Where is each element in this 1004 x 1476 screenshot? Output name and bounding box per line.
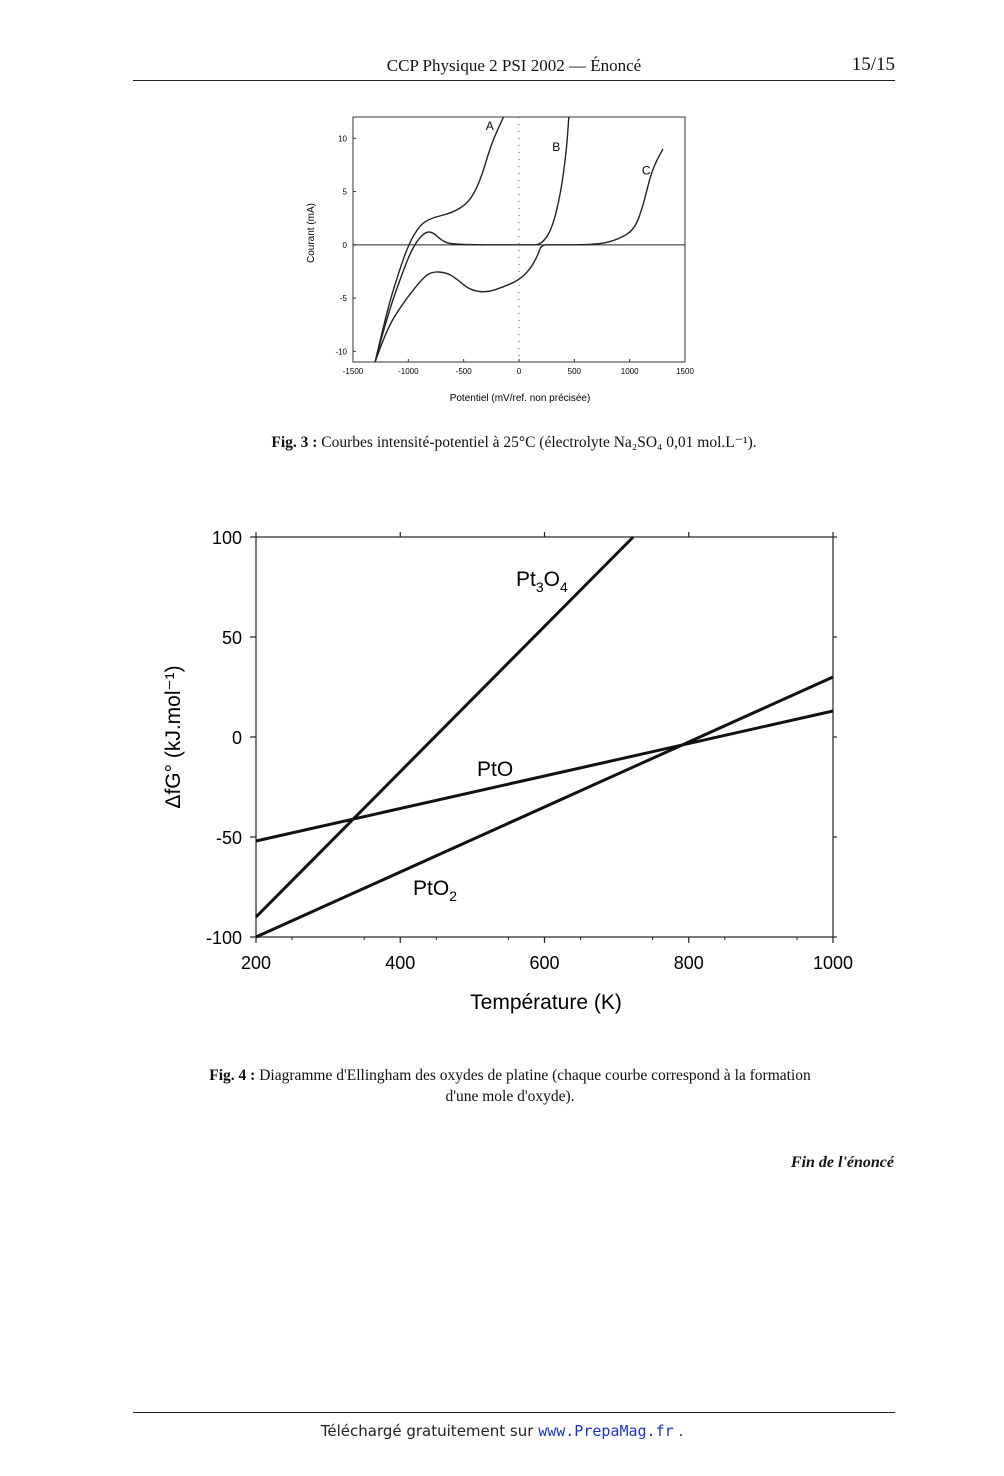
footer bbox=[0, 1422, 1004, 1440]
fig3-label-A: A bbox=[485, 118, 494, 133]
fig4-ytick-label: 50 bbox=[221, 628, 242, 648]
fig3-caption-text: Courbes intensité-potentiel à 25°C (électrolyte Na₂SO₄ 0,01 mol.L⁻¹). bbox=[321, 434, 757, 451]
fig4-ylabel: ΔfG° (kJ.mol⁻¹) bbox=[162, 665, 185, 809]
fig4-chart bbox=[150, 520, 870, 1030]
footer-text: Téléchargé gratuitement sur bbox=[320, 1422, 534, 1440]
fig3-ytick-label: -10 bbox=[335, 347, 347, 357]
fig3-ytick-label: 0 bbox=[342, 240, 347, 250]
fig4-caption-line1: Diagramme d'Ellingham des oxydes de platine (chaque courbe correspond à la formation bbox=[259, 1067, 811, 1084]
fig3-xtick-label: -1000 bbox=[398, 367, 419, 376]
fig3-ylabel: Courant (mA) bbox=[306, 202, 317, 264]
fig4-ytick-label: -100 bbox=[205, 928, 242, 948]
fig3-label-C: C bbox=[641, 163, 651, 178]
fig3-label-B: B bbox=[552, 140, 561, 155]
fig4-label-pto: PtO bbox=[477, 758, 514, 781]
fig3-xtick-label: -500 bbox=[455, 367, 472, 376]
footer-suffix: . bbox=[678, 1422, 684, 1440]
header-title: CCP Physique 2 PSI 2002 — Énoncé bbox=[386, 56, 642, 75]
fig4-label-pt3o4: $Pt_3O_4$ bbox=[516, 568, 568, 595]
fig4-caption-line2: d'une mole d'oxyde). bbox=[445, 1088, 575, 1105]
fig3-plot-frame bbox=[353, 117, 685, 362]
footer-link[interactable]: www.PrepaMag.fr bbox=[538, 1422, 674, 1440]
fig3-ytick-label: -5 bbox=[339, 294, 347, 304]
fig4-xlabel: Température (K) bbox=[470, 991, 622, 1014]
fig4-xtick-label: 800 bbox=[673, 953, 704, 973]
fig3-curve-B bbox=[375, 117, 569, 362]
end-note: Fin de l'énoncé bbox=[790, 1154, 894, 1171]
fig3-caption bbox=[133, 432, 895, 453]
fig3-xtick-label: 500 bbox=[567, 367, 582, 376]
fig3-xlabel: Potentiel (mV/ref. non précisée) bbox=[449, 393, 591, 404]
fig4-ytick-label: 100 bbox=[211, 528, 242, 548]
page-number: 15/15 bbox=[851, 54, 895, 75]
fig3-caption-label: Fig. 3 : bbox=[271, 434, 318, 451]
page-header bbox=[133, 52, 895, 81]
fig4-label-pto2: PtO$_2$ bbox=[413, 877, 457, 904]
fig3-xtick-label: -1500 bbox=[342, 367, 364, 376]
fig3-xtick-label: 0 bbox=[516, 367, 522, 376]
fig4-xtick-label: 600 bbox=[529, 953, 560, 973]
fig4-line-Pt3O4 bbox=[256, 537, 633, 917]
fig4-ytick-label: 0 bbox=[231, 728, 242, 748]
fig3-ytick-label: 5 bbox=[342, 187, 347, 197]
fig4-xtick-label: 400 bbox=[385, 953, 416, 973]
fig4-ytick-label: -50 bbox=[215, 828, 242, 848]
fig4-caption-label: Fig. 4 : bbox=[209, 1067, 256, 1084]
fig4-xtick-label: 1000 bbox=[812, 953, 854, 973]
fig4-xtick-label: 200 bbox=[240, 953, 272, 973]
fig3-xtick-label: 1000 bbox=[620, 367, 639, 376]
fig3-curve-A bbox=[375, 117, 503, 362]
fig3-xtick-label: 1500 bbox=[676, 367, 694, 376]
fig3-ytick-label: 10 bbox=[338, 134, 347, 144]
fig4-caption bbox=[120, 1065, 900, 1107]
fig4-line-PtO2 bbox=[256, 677, 833, 937]
fig4-plot-frame bbox=[256, 537, 833, 937]
fig3-chart bbox=[290, 108, 720, 408]
fig4-line-PtO bbox=[256, 711, 833, 841]
footer-rule bbox=[133, 1412, 895, 1413]
